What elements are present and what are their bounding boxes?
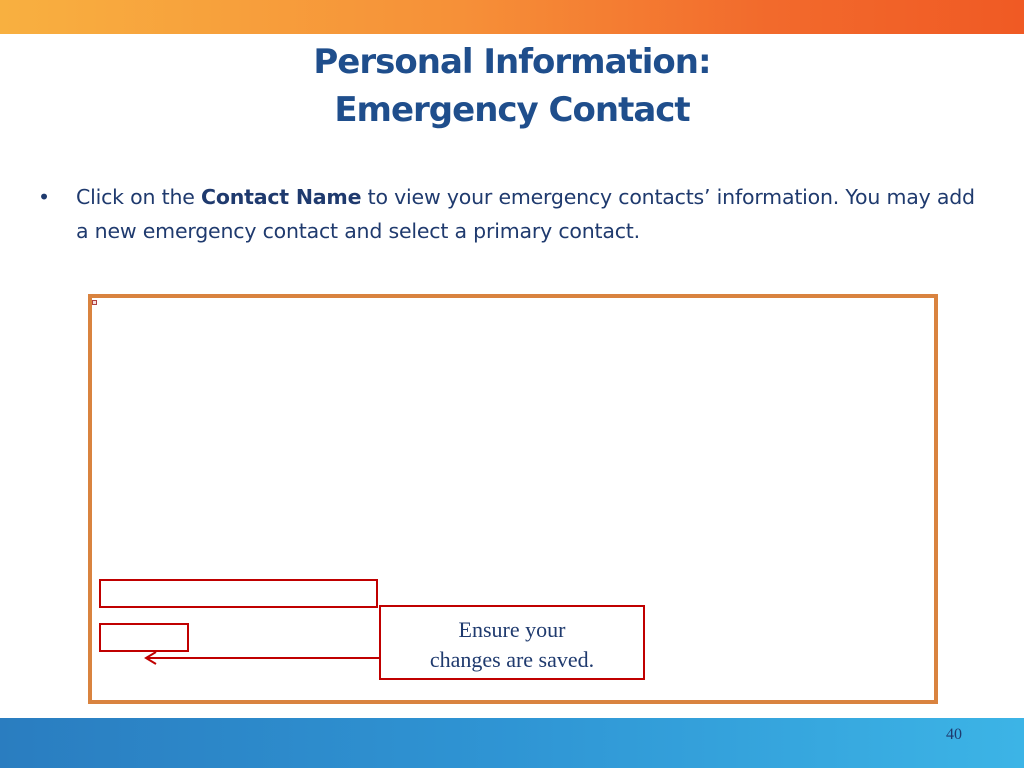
callout-line-2: changes are saved. xyxy=(429,647,595,672)
callout-arrow xyxy=(140,648,382,668)
bullet-item xyxy=(38,180,988,248)
bullet-marker: • xyxy=(38,185,50,209)
bullet-bold-term: Contact Name xyxy=(200,185,362,209)
bullet-text xyxy=(76,180,988,248)
slide-title xyxy=(0,38,1024,134)
bottom-accent-bar xyxy=(0,718,1024,768)
broken-image-placeholder xyxy=(92,298,152,306)
page-number: 40 xyxy=(946,726,962,743)
save-callout-box xyxy=(379,605,645,680)
broken-image-icon xyxy=(92,300,97,305)
bullet-suffix: to view your emergency contacts’ information. You may add a new emergency contact and select a primary contact. xyxy=(76,185,975,243)
bullet-prefix: Click on the xyxy=(76,185,201,209)
highlight-box-contact-name xyxy=(99,579,378,608)
title-line-1: Personal Information: xyxy=(313,42,711,82)
top-accent-bar xyxy=(0,0,1024,34)
callout-line-1: Ensure your xyxy=(458,617,566,642)
title-line-2: Emergency Contact xyxy=(334,90,690,130)
